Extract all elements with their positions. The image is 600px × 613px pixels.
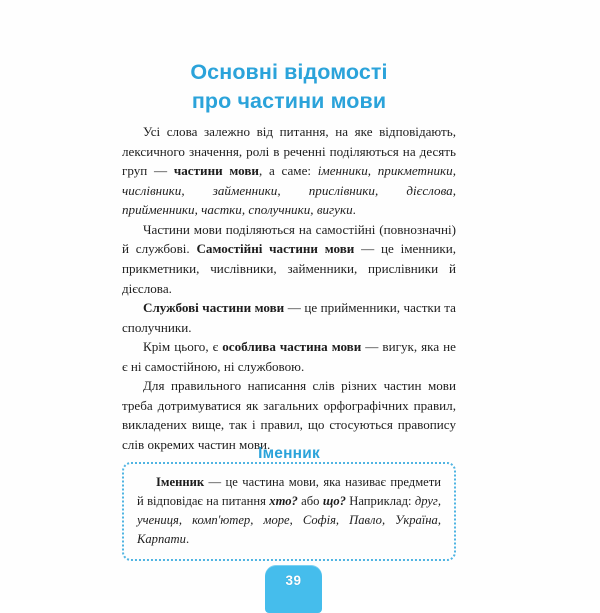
text-run: , а саме:	[258, 163, 318, 179]
paragraph	[122, 220, 456, 298]
text-run: — це частина мови, яка називає предмети й відповідає на питання	[137, 475, 441, 509]
page-title-line-1: Основні відомості	[190, 60, 388, 85]
text-run: друг, учениця, комп'ютер, море, Софія, Павло, Україна, Карпати	[137, 494, 441, 547]
paragraph	[122, 122, 456, 220]
text-run: що?	[322, 494, 346, 509]
definition-box	[122, 462, 456, 561]
page-title-line-2: про частини мови	[191, 89, 387, 114]
text-run: Іменник	[156, 475, 205, 489]
text-run: Крім цього, є	[143, 339, 223, 355]
text-run: частини мови	[173, 163, 259, 179]
page-title	[122, 58, 456, 116]
text-run: хто?	[269, 494, 298, 509]
text-run: Для правильного написання слів різних частин мови треба дотримуватися як загальних орфографічних правил, викладених вище, так і правил, що стосуються правопису слів окремих частин мови.	[122, 378, 456, 452]
text-run: Частини мови поділяються на самостійні (повнозначні) й службові.	[122, 221, 456, 257]
text-run: — вигук, яка не є ні самостійною, ні службовою.	[122, 339, 456, 374]
text-run: — це прийменники, частки та сполучники.	[122, 300, 456, 335]
text-run: Наприклад:	[345, 494, 415, 509]
definition-text	[137, 473, 441, 550]
paragraph	[122, 337, 456, 376]
section-heading-imennyk: Іменник	[258, 444, 320, 462]
text-run: або	[297, 494, 323, 509]
text-run: іменники, прикметники, числівники, займенники, прислівники, дієслова, прийменники, частки, сполучники, вигуки	[122, 163, 456, 218]
text-run: .	[352, 202, 356, 218]
page-number: 39	[285, 573, 302, 588]
text-run: Службові частини мови	[143, 300, 285, 316]
text-run: .	[185, 532, 190, 547]
body-text-area	[122, 122, 456, 455]
text-run: Усі слова залежно від питання, на яке відповідають, лексичного значення, ролі в реченні поділяються на десять груп —	[122, 124, 456, 179]
paragraph	[122, 298, 456, 337]
text-run: — це іменники, прикметники, числівники, займенники, прислівники й дієслова.	[122, 241, 456, 296]
page-number-badge	[265, 565, 322, 613]
text-run: особлива частина мови	[222, 339, 362, 355]
text-run: Самостійні частини мови	[196, 241, 355, 257]
paragraph	[122, 376, 456, 454]
